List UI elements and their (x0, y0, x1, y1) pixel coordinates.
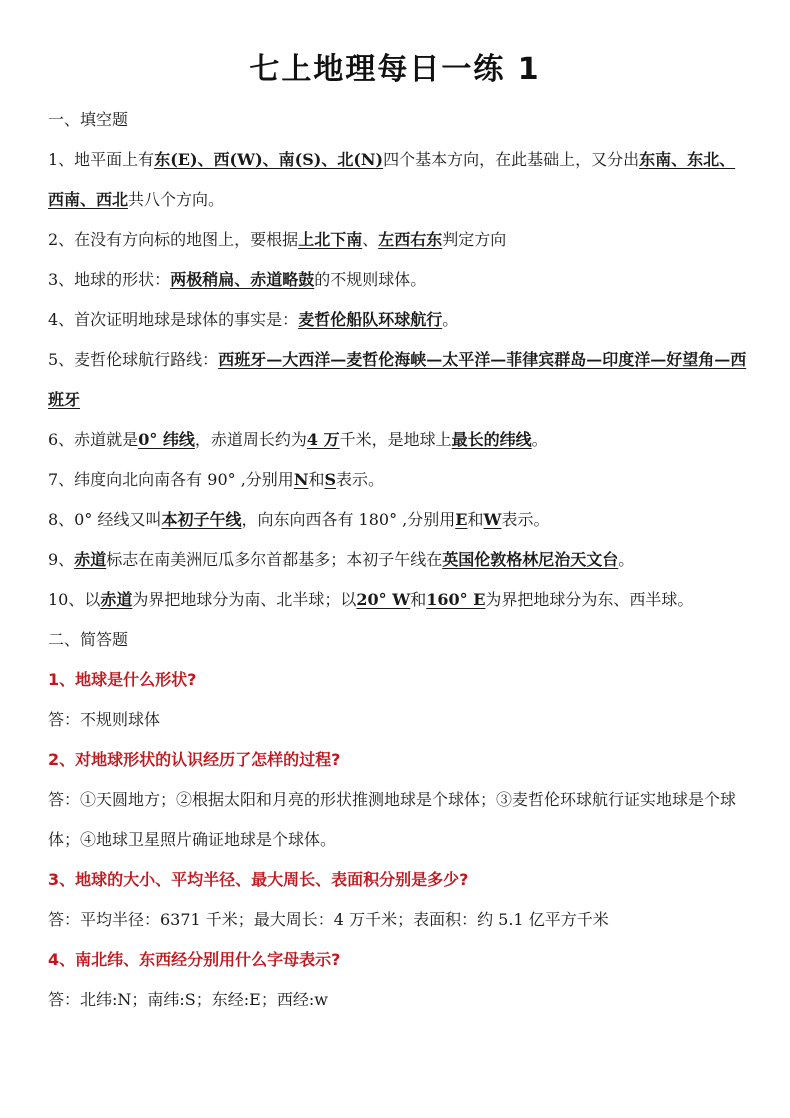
text: 5、麦哲伦球航行路线： (48, 350, 219, 369)
answer: 东(E)、西(W)、南(S)、北(N) (154, 150, 384, 169)
question-4: 4、南北纬、东西经分别用什么字母表示? (48, 950, 341, 969)
text: 判定方向 (442, 230, 507, 249)
answer-3: 答：平均半径：6371 千米；最大周长：4 万千米；表面积：约 5.1 亿平方千米 (48, 910, 609, 929)
text: 2、在没有方向标的地图上，要根据 (48, 230, 299, 249)
text: 、 (362, 230, 379, 249)
worksheet-content (48, 100, 748, 1020)
text: 为界把地球分为东、西半球。 (485, 590, 694, 609)
answer: N (293, 470, 309, 489)
answer: 最长的纬线 (451, 430, 532, 449)
text: 标志在南美洲厄瓜多尔首都基多；本初子午线在 (106, 550, 443, 569)
text: 。 (618, 550, 635, 569)
answer: 西班牙—大西洋—麦哲伦海峡—太平洋—菲律宾群岛—印度洋—好望角—西班牙 (48, 350, 747, 409)
text: 3、地球的形状： (48, 270, 171, 289)
text: 。 (442, 310, 459, 329)
answer: 赤道 (74, 550, 107, 569)
answer: 160° E (426, 590, 486, 609)
answer: 东南、东北、西南、西北 (48, 150, 736, 209)
answer: 英国伦敦格林尼治天文台 (442, 550, 619, 569)
text: 和 (410, 590, 427, 609)
fill-item-10 (48, 580, 748, 620)
answer: S (324, 470, 337, 489)
answer: E (455, 510, 468, 529)
fill-item-7 (48, 460, 748, 500)
text: 和 (308, 470, 325, 489)
text: 6、赤道就是 (48, 430, 139, 449)
answer: W (483, 510, 502, 529)
fill-item-3 (48, 260, 748, 300)
text: 1、地平面上有 (48, 150, 155, 169)
answer: 本初子午线 (161, 510, 242, 529)
answer: 两极稍扁、赤道略鼓 (170, 270, 315, 289)
question-1: 1、地球是什么形状? (48, 670, 197, 689)
text: 10、以 (48, 590, 101, 609)
answer: 上北下南 (298, 230, 363, 249)
fill-item-2 (48, 220, 748, 260)
question-2: 2、对地球形状的认识经历了怎样的过程? (48, 750, 341, 769)
answer: 麦哲伦船队环球航行 (298, 310, 443, 329)
answer: 左西右东 (378, 230, 443, 249)
text: ，赤道周长约为 (194, 430, 307, 449)
text: 和 (467, 510, 484, 529)
text: 千米，是地球上 (339, 430, 452, 449)
text: 。 (531, 430, 548, 449)
answer-4: 答：北纬:N；南纬:S；东经:E；西经:w (48, 990, 328, 1009)
fill-item-1 (48, 140, 748, 220)
text: 为界把地球分为南、北半球；以 (132, 590, 357, 609)
text: ，向东向西各有 180° ,分别用 (241, 510, 456, 529)
page-title: 七上地理每日一练 1 (249, 52, 541, 87)
fill-item-9 (48, 540, 748, 580)
fill-item-6 (48, 420, 748, 460)
fill-item-4 (48, 300, 748, 340)
text: 8、0° 经线又叫 (48, 510, 162, 529)
text: 9、 (48, 550, 75, 569)
answer-1: 答：不规则球体 (48, 710, 161, 729)
answer: 4 万 (306, 430, 340, 449)
text: 4、首次证明地球是球体的事实是： (48, 310, 299, 329)
question-3: 3、地球的大小、平均半径、最大周长、表面积分别是多少? (48, 870, 469, 889)
section-short-answer-heading: 二、简答题 (48, 630, 129, 649)
answer: 赤道 (100, 590, 133, 609)
fill-item-8 (48, 500, 748, 540)
text: 表示。 (336, 470, 385, 489)
text: 7、纬度向北向南各有 90° ,分别用 (48, 470, 294, 489)
answer-2: 答：①天圆地方；②根据太阳和月亮的形状推测地球是个球体；③麦哲伦环球航行证实地球是个球体；④地球卫星照片确证地球是个球体。 (48, 790, 737, 849)
text: 共八个方向。 (128, 190, 225, 209)
answer: 0° 纬线 (138, 430, 195, 449)
answer: 20° W (356, 590, 411, 609)
text: 的不规则球体。 (314, 270, 427, 289)
section-fill-in-heading: 一、填空题 (48, 110, 129, 129)
fill-item-5 (48, 340, 748, 420)
text: 四个基本方向，在此基础上，又分出 (383, 150, 640, 169)
text: 表示。 (501, 510, 550, 529)
